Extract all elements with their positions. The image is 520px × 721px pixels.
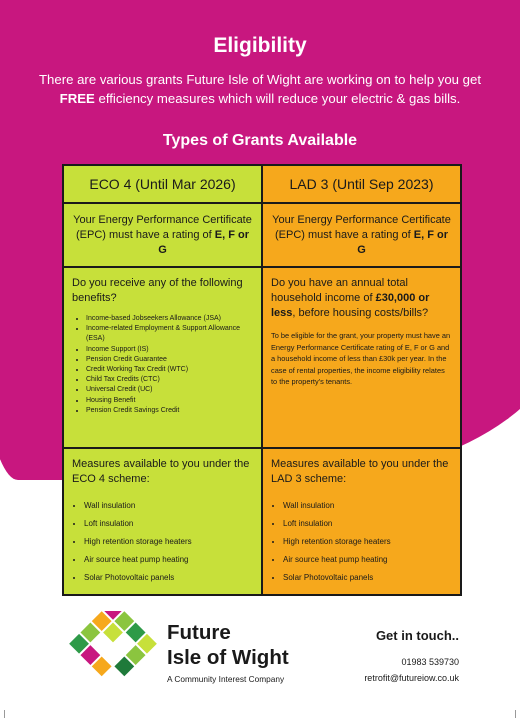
brand-name-line2: Isle of Wight (167, 646, 289, 669)
epc-row (63, 203, 461, 267)
lad3-heading: LAD 3 (Until Sep 2023) (262, 165, 461, 203)
list-item: • Income-related Employment & Support Allowance (ESA) (86, 324, 253, 344)
list-item: • Universal Credit (UC) (86, 385, 253, 395)
eco4-measures-list (72, 497, 253, 587)
list-item: • Air source heat pump heating (283, 551, 452, 569)
crop-mark (515, 710, 516, 718)
eco4-epc-cell (63, 203, 262, 267)
list-item: • Credit Working Tax Credit (WTC) (86, 365, 253, 375)
intro-part1: There are various grants Future Isle of Wight are working on to help you get (38, 72, 481, 87)
contact-email[interactable]: retrofit@futureiow.co.uk (364, 673, 459, 683)
eco4-measures-cell (63, 448, 262, 595)
eco4-epc-rating: E, F or G (158, 228, 249, 256)
contact-block (299, 628, 459, 683)
lad3-epc-text: Your Energy Performance Certificate (EPC) must have a rating of (272, 213, 451, 241)
brand-name-line1: Future (167, 621, 231, 644)
intro-text (30, 70, 490, 108)
list-item: • Solar Photovoltaic panels (283, 569, 452, 587)
table-header-row (63, 165, 461, 203)
list-item: • Wall insulation (283, 497, 452, 515)
lad3-measures-cell (262, 448, 461, 595)
eco4-heading: ECO 4 (Until Mar 2026) (63, 165, 262, 203)
lad3-question-bold: £30,000 or less (271, 292, 430, 319)
lad3-question (271, 276, 452, 321)
measures-row (63, 448, 461, 595)
eco4-question: Do you receive any of the following benefits? (72, 277, 243, 304)
eligibility-row (63, 267, 461, 448)
lad3-question-part2: , before housing costs/bills? (292, 307, 429, 319)
eco4-benefits-list (72, 314, 253, 416)
lad3-measures-intro: Measures available to you under the LAD 3 scheme: (271, 458, 449, 485)
list-item: • Air source heat pump heating (84, 551, 253, 569)
eco4-measures-intro: Measures available to you under the ECO 4 scheme: (72, 458, 250, 485)
list-item: • High retention storage heaters (84, 533, 253, 551)
page-title: Eligibility (213, 34, 307, 57)
intro-part2: efficiency measures which will reduce your electric & gas bills. (94, 91, 461, 106)
grants-subtitle: Types of Grants Available (162, 132, 358, 149)
list-item: • High retention storage heaters (283, 533, 452, 551)
list-item: • Pension Credit Guarantee (86, 355, 253, 365)
grants-table (62, 164, 462, 596)
intro-free: FREE (59, 91, 95, 106)
lad3-measures-list (271, 497, 452, 587)
list-item: • Loft insulation (84, 515, 253, 533)
crop-mark (4, 710, 5, 718)
lad3-note: To be eligible for the grant, your property must have an Energy Performance Certificate rating of E, F or G and a household income of less than £30k per year. In the case of rental properties, the income eligibility relates to the property's tenants. (271, 331, 451, 387)
eco4-benefits-cell (63, 267, 262, 448)
list-item: • Loft insulation (283, 515, 452, 533)
list-item: • Income Support (IS) (86, 345, 253, 355)
list-item: • Child Tax Credits (CTC) (86, 375, 253, 385)
lad3-epc-cell (262, 203, 461, 267)
eco4-epc-text: Your Energy Performance Certificate (EPC) must have a rating of (73, 213, 252, 241)
lad3-question-part1: Do you have an annual total household income of (271, 277, 408, 304)
future-iow-logo-icon (63, 611, 163, 685)
lad3-epc-rating: E, F or G (357, 228, 448, 256)
brand-tagline: A Community Interest Company (167, 674, 285, 684)
list-item: • Solar Photovoltaic panels (84, 569, 253, 587)
list-item: • Income-based Jobseekers Allowance (JSA) (86, 314, 253, 324)
list-item: • Housing Benefit (86, 396, 253, 406)
lad3-income-cell (262, 267, 461, 448)
list-item: • Pension Credit Savings Credit (86, 406, 253, 416)
list-item: • Wall insulation (84, 497, 253, 515)
contact-phone[interactable]: 01983 539730 (401, 657, 459, 667)
contact-heading: Get in touch.. (375, 628, 459, 643)
